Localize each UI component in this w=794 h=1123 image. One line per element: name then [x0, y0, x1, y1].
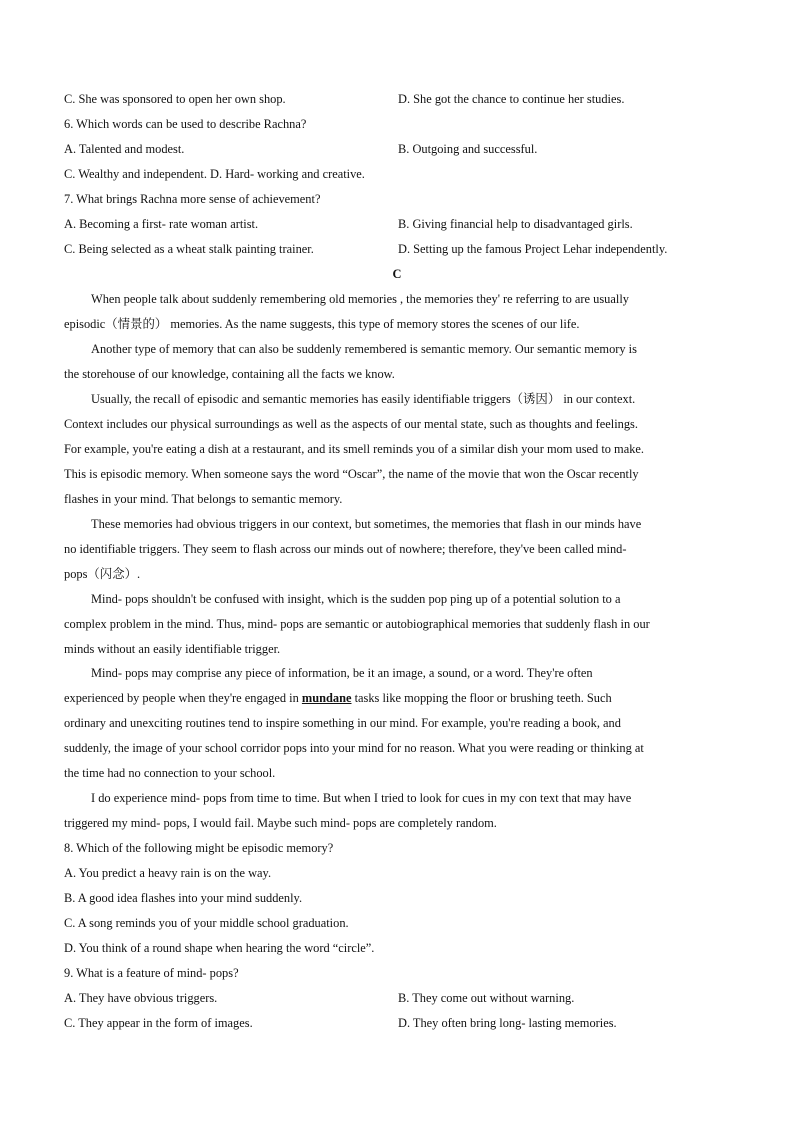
passage-line: For example, you're eating a dish at a restaurant, and its smell reminds you of a similar dish your mom used to make. — [64, 442, 644, 456]
q8-option-b: B. A good idea flashes into your mind suddenly. — [64, 891, 303, 905]
question-5-options-row — [64, 92, 734, 106]
passage-line: These memories had obvious triggers in our context, but sometimes, the memories that flash in our minds have — [91, 517, 642, 531]
passage-line: minds without an easily identifiable trigger. — [64, 642, 281, 656]
passage-line: the time had no connection to your school. — [64, 766, 276, 780]
passage-line: Mind- pops may comprise any piece of information, be it an image, a sound, or a word. They're often — [91, 666, 593, 680]
passage-line: the storehouse of our knowledge, containing all the facts we know. — [64, 367, 395, 381]
q7-option-d: D. Setting up the famous Project Lehar independently. — [398, 242, 668, 256]
passage-line: ordinary and unexciting routines tend to inspire something in our mind. For example, you're reading a book, and — [64, 716, 621, 730]
passage-line: This is episodic memory. When someone says the word “Oscar”, the name of the movie that won the Oscar recently — [64, 467, 639, 481]
q5-option-d: D. She got the chance to continue her studies. — [398, 92, 625, 106]
passage-line: I do experience mind- pops from time to time. But when I tried to look for cues in my con text that may have — [91, 791, 632, 805]
q8-option-a: A. You predict a heavy rain is on the way. — [64, 866, 272, 880]
q6-option-a: A. Talented and modest. — [64, 142, 185, 156]
keyword-mundane: mundane — [301, 691, 352, 705]
passage-line: Mind- pops shouldn't be confused with insight, which is the sudden pop ping up of a potential solution to a — [91, 592, 621, 606]
passage-line: When people talk about suddenly remembering old memories , the memories they' re referring to are usually — [91, 292, 629, 306]
question-7-options-row-2 — [64, 242, 734, 256]
passage-line-with-keyword — [64, 691, 734, 705]
question-9-options-row-2 — [64, 1016, 734, 1030]
passage-line: no identifiable triggers. They seem to flash across our minds out of nowhere; therefore, they've been called mind- — [64, 542, 627, 556]
passage-text: experienced by people when they're engaged in — [64, 691, 302, 705]
section-c-heading: C — [392, 267, 402, 281]
passage-text: tasks like mopping the floor or brushing teeth. Such — [351, 691, 612, 705]
q6-options-cd: C. Wealthy and independent. D. Hard- working and creative. — [64, 167, 365, 181]
passage-line: flashes in your mind. That belongs to semantic memory. — [64, 492, 343, 506]
question-6-options-row-1 — [64, 142, 734, 156]
passage-line: Usually, the recall of episodic and semantic memories has easily identifiable triggers（诱因） in our context. — [91, 392, 636, 406]
q7-option-b: B. Giving financial help to disadvantaged girls. — [398, 217, 633, 231]
passage-line: episodic（情景的） memories. As the name suggests, this type of memory stores the scenes of our life. — [64, 317, 580, 331]
q9-stem: 9. What is a feature of mind- pops? — [64, 966, 239, 980]
q9-option-a: A. They have obvious triggers. — [64, 991, 218, 1005]
q5-option-c: C. She was sponsored to open her own shop. — [64, 92, 286, 106]
passage-line: triggered my mind- pops, I would fail. Maybe such mind- pops are completely random. — [64, 816, 497, 830]
question-7-options-row-1 — [64, 217, 734, 231]
q8-option-c: C. A song reminds you of your middle school graduation. — [64, 916, 349, 930]
passage-line: Context includes our physical surroundings as well as the aspects of our mental state, such as thoughts and feelings. — [64, 417, 638, 431]
passage-line: suddenly, the image of your school corridor pops into your mind for no reason. What you were reading or thinking at — [64, 741, 644, 755]
q7-option-a: A. Becoming a first- rate woman artist. — [64, 217, 259, 231]
q8-option-d: D. You think of a round shape when hearing the word “circle”. — [64, 941, 375, 955]
passage-line: complex problem in the mind. Thus, mind- pops are semantic or autobiographical memories that suddenly flash in our — [64, 617, 650, 631]
q7-option-c: C. Being selected as a wheat stalk painting trainer. — [64, 242, 314, 256]
passage-line: Another type of memory that can also be suddenly remembered is semantic memory. Our semantic memory is — [91, 342, 637, 356]
passage-line: pops（闪念）. — [64, 567, 141, 581]
q6-option-b: B. Outgoing and successful. — [398, 142, 538, 156]
q7-stem: 7. What brings Rachna more sense of achievement? — [64, 192, 321, 206]
q6-stem: 6. Which words can be used to describe Rachna? — [64, 117, 307, 131]
q9-option-c: C. They appear in the form of images. — [64, 1016, 253, 1030]
question-9-options-row-1 — [64, 991, 734, 1005]
q9-option-b: B. They come out without warning. — [398, 991, 575, 1005]
q9-option-d: D. They often bring long- lasting memories. — [398, 1016, 617, 1030]
q8-stem: 8. Which of the following might be episodic memory? — [64, 841, 334, 855]
